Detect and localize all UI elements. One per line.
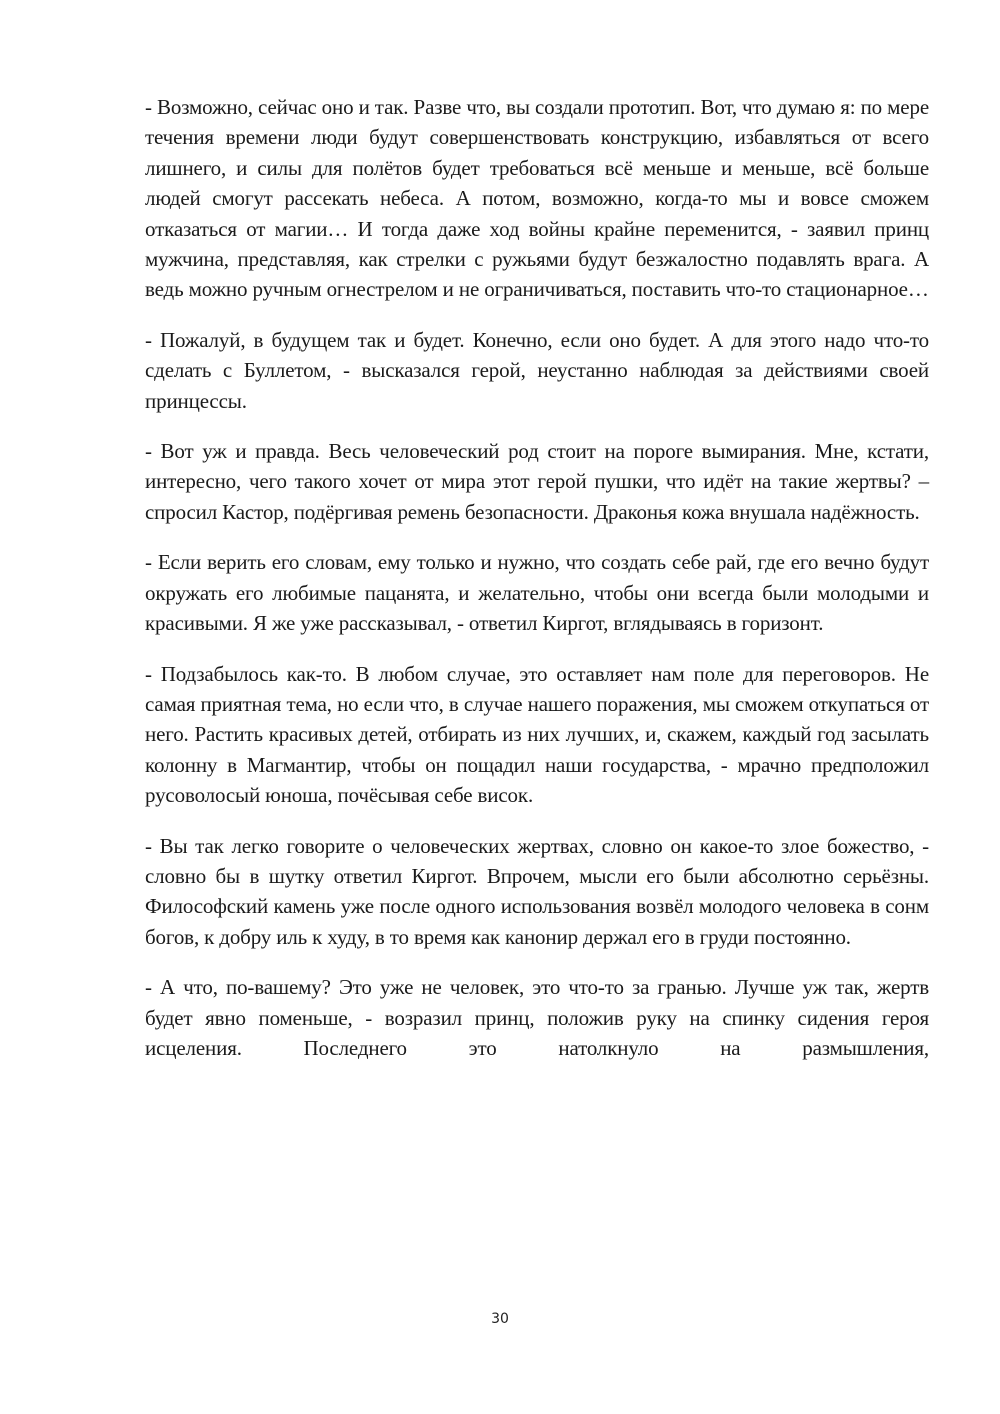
paragraph: - Вот уж и правда. Весь человеческий род стоит на пороге вымирания. Мне, кстати, интересно, чего такого хочет от мира этот герой пушки, что идёт на такие жертвы? – спросил Кастор, подёргивая ремень безопасности. Драконья кожа внушала надёжность. xyxy=(145,439,929,524)
paragraph: - Возможно, сейчас оно и так. Разве что, вы создали прототип. Вот, что думаю я: по мере течения времени люди будут совершенствовать конструкцию, избавляться от всего лишнего, и силы для полётов будет требоваться всё меньше и меньше, всё больше людей смогут рассекать небеса. А потом, возможно, когда-то мы и вовсе сможем отказаться от магии… И тогда даже ход войны крайне переменится, - заявил принц мужчина, представляя, как стрелки с ружьями будут безжалостно подавлять врага. А ведь можно ручным огнестрелом и не ограничиваться, поставить что-то стационарное… xyxy=(145,95,929,302)
paragraph: - Вы так легко говорите о человеческих жертвах, словно он какое-то злое божество, - словно бы в шутку ответил Киргот. Впрочем, мысли его были абсолютно серьёзны. Философский камень уже после одного использования возвёл молодого человека в сонм богов, к добру иль к худу, в то время как канонир держал его в груди постоянно. xyxy=(145,833,929,949)
paragraph: - А что, по-вашему? Это уже не человек, это что-то за гранью. Лучше уж так, жертв будет явно поменьше, - возразил принц, положив руку на спинку сидения героя исцеления. Последнего это натолкнуло на размышления, xyxy=(145,975,929,1060)
page-body xyxy=(145,92,929,1083)
page-number: 30 xyxy=(491,1311,509,1327)
paragraph: - Подзабылось как-то. В любом случае, это оставляет нам поле для переговоров. Не самая приятная тема, но если что, в случае нашего поражения, мы сможем откупаться от него. Растить красивых детей, отбирать из них лучших, и, скажем, каждый год засылать колонну в Магмантир, чтобы он пощадил наши государства, - мрачно предположил русоволосый юноша, почёсывая себе висок. xyxy=(145,661,929,808)
paragraph: - Если верить его словам, ему только и нужно, что создать себе рай, где его вечно будут окружать его любимые пацанята, и желательно, чтобы они всегда были молодыми и красивыми. Я же уже рассказывал, - ответил Киргот, вглядываясь в горизонт. xyxy=(145,550,929,636)
paragraph: - Пожалуй, в будущем так и будет. Конечно, если оно будет. А для этого надо что-то сделать с Буллетом, - высказался герой, неустанно наблюдая за действиями своей принцессы. xyxy=(145,327,929,413)
